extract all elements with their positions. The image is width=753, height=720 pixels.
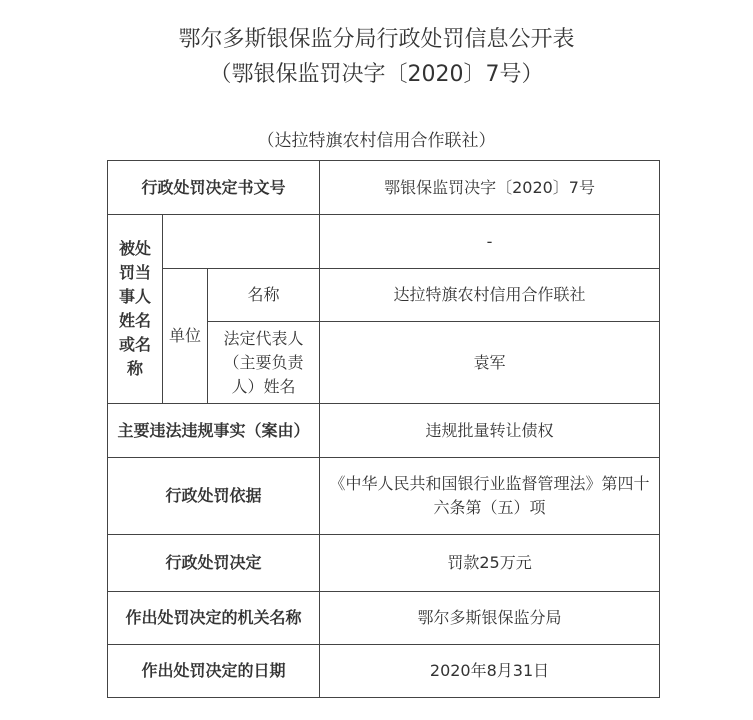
- date-value: 2020年8月31日: [320, 645, 660, 698]
- unit-name-value: 达拉特旗农村信用合作联社: [320, 269, 660, 322]
- authority-value: 鄂尔多斯银保监分局: [320, 592, 660, 645]
- page-title: 鄂尔多斯银保监分局行政处罚信息公开表: [178, 27, 575, 52]
- unit-name-label: 名称: [208, 269, 320, 322]
- violation-label: 主要违法违规事实（案由）: [108, 404, 320, 458]
- table-row: [108, 535, 660, 592]
- doc-number-value: 鄂银保监罚决字〔2020〕7号: [320, 161, 660, 215]
- table-row: [108, 161, 660, 215]
- legal-rep-value: 袁军: [320, 322, 660, 404]
- party-subtitle: （达拉特旗农村信用合作联社）: [257, 131, 496, 151]
- table-row: [108, 458, 660, 535]
- decision-value: 罚款25万元: [320, 535, 660, 592]
- party-label: 被处罚当事人姓名或名称: [108, 215, 163, 404]
- basis-value: 《中华人民共和国银行业监督管理法》第四十六条第（五）项: [320, 458, 660, 535]
- table-row: [108, 404, 660, 458]
- decision-label: 行政处罚决定: [108, 535, 320, 592]
- authority-label: 作出处罚决定的机关名称: [108, 592, 320, 645]
- table-row: [108, 269, 660, 322]
- date-label: 作出处罚决定的日期: [108, 645, 320, 698]
- table-row: [108, 645, 660, 698]
- penalty-info-table: [107, 160, 660, 698]
- violation-value: 违规批量转让债权: [320, 404, 660, 458]
- legal-rep-label: 法定代表人（主要负责人）姓名: [208, 322, 320, 404]
- document-number-heading: （鄂银保监罚决字〔2020〕7号）: [209, 62, 544, 87]
- doc-number-label: 行政处罚决定书文号: [108, 161, 320, 215]
- individual-label-empty: [163, 215, 320, 269]
- table-row: [108, 215, 660, 269]
- individual-value: -: [320, 215, 660, 269]
- unit-label: 单位: [163, 269, 208, 404]
- basis-label: 行政处罚依据: [108, 458, 320, 535]
- table-row: [108, 592, 660, 645]
